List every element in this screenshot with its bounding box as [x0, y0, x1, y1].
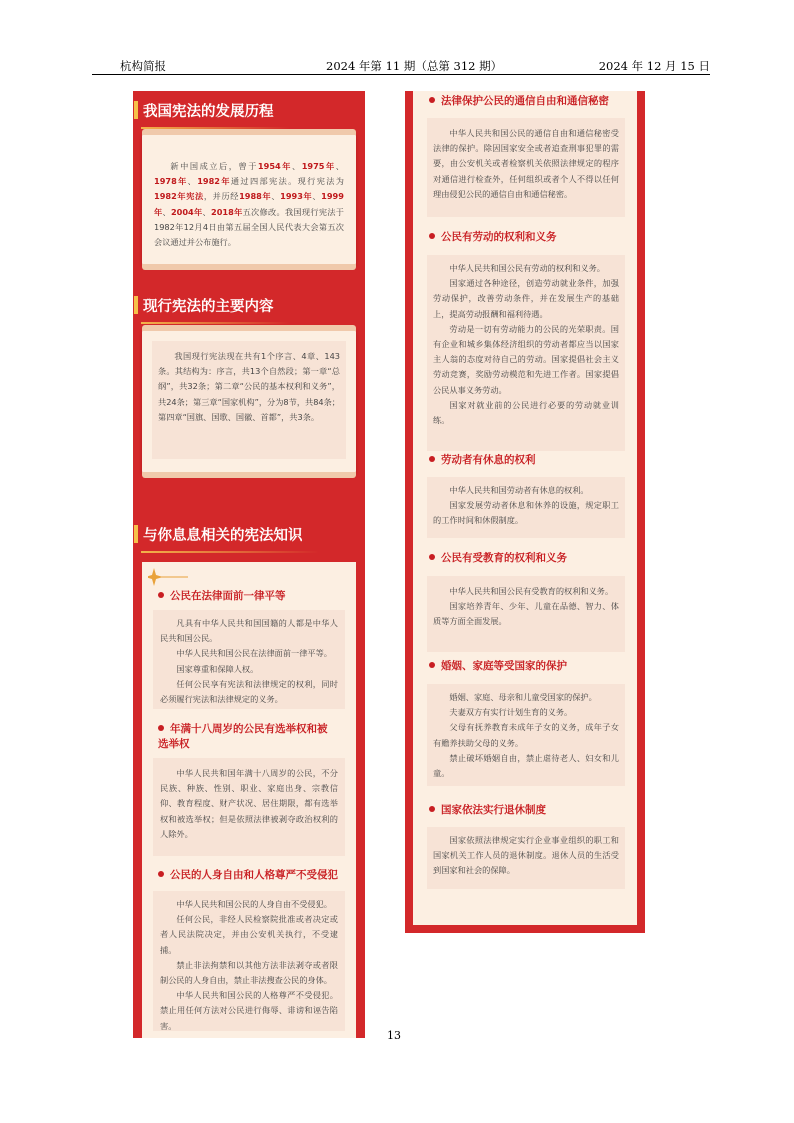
item-box-labor: [427, 255, 625, 451]
left-poster-column: [133, 91, 365, 1038]
item-box-election: [153, 758, 345, 856]
history-text: 新中国成立后，曾于1954年、1975年、1978年、1982年通过四部宪法。现行宪法为1982年宪法，并历经1988年、1993年、1999年、2004年、2018年五次修改。我国现行宪法于1982年12月4日由第五届全国人民代表大会第五次会议通过并公布施行。: [154, 161, 344, 248]
item-title-communication: 法律保护公民的通信自由和通信秘密: [429, 94, 629, 109]
bullet-dot-icon: [158, 725, 164, 731]
bullet-dot-icon: [429, 456, 435, 462]
section-title-knowledge: 与你息息相关的宪法知识: [143, 524, 303, 545]
section-title-content: 现行宪法的主要内容: [143, 295, 274, 316]
item-text-marriage: 婚姻、家庭、母亲和儿童受国家的保护。 夫妻双方有实行计划生育的义务。 父母有抚养教育未成年子女的义务，成年子女有赡养扶助父母的义务。 禁止破坏婚姻自由，禁止虐待老人、妇女和儿童。: [433, 692, 619, 779]
item-text-education: 中华人民共和国公民有受教育的权利和义务。 国家培养青年、少年、儿童在品德、智力、体质等方面全面发展。: [433, 586, 619, 627]
item-text-election: 中华人民共和国年满十八周岁的公民，不分民族、种族、性别、职业、家庭出身、宗教信仰、教育程度、财产状况、居住期限，都有选举权和被选举权；但是依照法律被剥夺政治权利的人除外。: [160, 768, 338, 839]
bullet-dot-icon: [429, 806, 435, 812]
header-publication: 杭构简报: [120, 59, 166, 73]
sparkle-decoration-icon: [148, 568, 188, 586]
item-box-retirement: [427, 827, 625, 889]
item-title-marriage: 婚姻、家庭等受国家的保护: [429, 659, 629, 674]
item-title-rest: 劳动者有休息的权利: [429, 453, 629, 468]
header-date: 2024 年 12 月 15 日: [598, 59, 710, 73]
history-scroll: [142, 133, 356, 266]
item-title-retirement: 国家依法实行退休制度: [429, 803, 629, 818]
item-text-labor: 中华人民共和国公民有劳动的权利和义务。 国家通过各种途径，创造劳动就业条件，加强劳动保护，改善劳动条件，并在发展生产的基础上，提高劳动报酬和福利待遇。 劳动是一切有劳动能力的公民的光荣职责。国有企业和城乡集体经济组织的劳动者都应当以国家主人翁的态度对待自己的劳动。国家提倡社会主义劳动竞赛，奖励劳动模范和先进工作者。国家提倡公民从事义务劳动。 国家对就业前的公民进行必要的劳动就业训练。: [433, 263, 619, 426]
bullet-dot-icon: [158, 871, 164, 877]
item-title-labor: 公民有劳动的权利和义务: [429, 230, 629, 245]
page-header: [92, 56, 710, 75]
item-text-communication: 中华人民共和国公民的通信自由和通信秘密受法律的保护。除因国家安全或者追查刑事犯罪的需要，由公安机关或者检察机关依照法律规定的程序对通信进行检查外，任何组织或者个人不得以任何理由侵犯公民的通信自由和通信秘密。: [433, 128, 619, 199]
item-text-equality: 凡具有中华人民共和国国籍的人都是中华人民共和国公民。 中华人民共和国公民在法律面前一律平等。 国家尊重和保障人权。 任何公民享有宪法和法律规定的权利，同时必须履行宪法和法律规定的义务。: [160, 618, 338, 705]
item-text-rest: 中华人民共和国劳动者有休息的权利。 国家发展劳动者休息和休养的设施，规定职工的工作时间和休假制度。: [433, 485, 619, 526]
right-poster-column: [405, 91, 645, 933]
item-text-freedom: 中华人民共和国公民的人身自由不受侵犯。 任何公民，非经人民检察院批准或者决定或者人民法院决定，并由公安机关执行，不受逮捕。 禁止非法拘禁和以其他方法非法剥夺或者限制公民的人身自由，禁止非法搜查公民的身体。 中华人民共和国公民的人格尊严不受侵犯。禁止用任何方法对公民进行侮辱、诽谤和诬告陷害。: [160, 899, 338, 1031]
item-box-communication: [427, 118, 625, 217]
item-title-freedom: 公民的人身自由和人格尊严不受侵犯: [158, 868, 354, 883]
item-box-marriage: [427, 684, 625, 786]
content-scroll: [142, 329, 356, 474]
item-box-freedom: [153, 891, 345, 1031]
bullet-dot-icon: [429, 554, 435, 560]
bullet-dot-icon: [429, 233, 435, 239]
section-title-history: 我国宪法的发展历程: [143, 100, 274, 121]
right-panel: [413, 91, 637, 925]
bullet-dot-icon: [429, 97, 435, 103]
item-title-election: 年满十八周岁的公民有选举权和被选举权: [158, 723, 328, 750]
item-text-retirement: 国家依照法律规定实行企业事业组织的职工和国家机关工作人员的退休制度。退休人员的生活受到国家和社会的保障。: [433, 835, 619, 876]
header-issue: 2024 年第 11 期（总第 312 期）: [326, 59, 503, 73]
bullet-dot-icon: [158, 592, 164, 598]
content-text: 我国现行宪法现在共有1个序言、4章、143条。其结构为：序言，共13个自然段；第一章“总纲”，共32条；第二章“公民的基本权利和义务”，共24条；第三章“国家机构”，分为8节，共84条；第四章“国旗、国歌、国徽、首都”，共3条。: [158, 351, 340, 422]
content-box: [152, 341, 346, 459]
item-title-equality: 公民在法律面前一律平等: [158, 589, 348, 604]
bullet-dot-icon: [429, 662, 435, 668]
page-number: 13: [387, 1029, 401, 1042]
knowledge-panel: [142, 562, 356, 1038]
item-box-education: [427, 576, 625, 652]
item-title-education: 公民有受教育的权利和义务: [429, 551, 629, 566]
item-box-rest: [427, 477, 625, 538]
item-box-equality: [153, 610, 345, 709]
